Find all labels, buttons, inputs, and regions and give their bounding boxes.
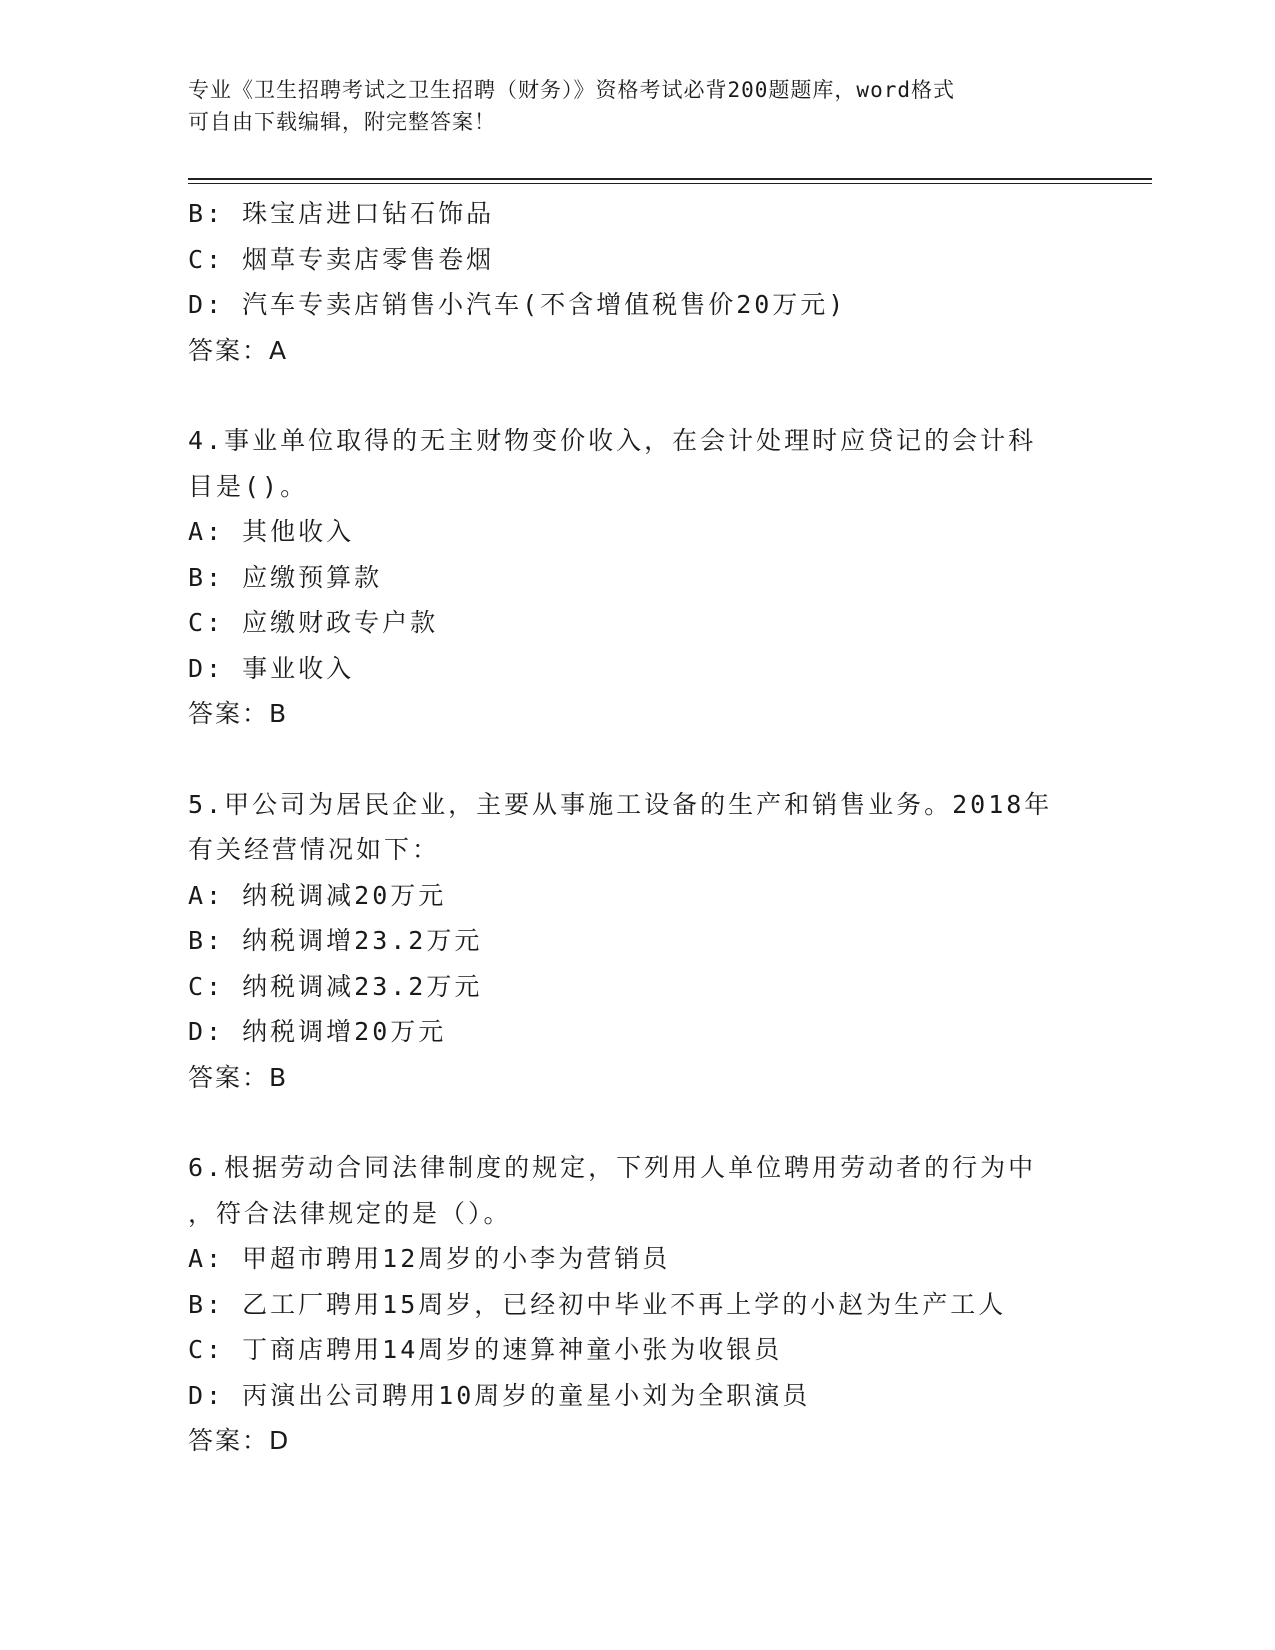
option-c: C: 丁商店聘用14周岁的速算神童小张为收银员 — [188, 1335, 783, 1364]
option-a: A: 其他收入 — [188, 517, 355, 546]
header-title-line-2: 可自由下载编辑，附完整答案！ — [188, 110, 496, 134]
option-b: B: 乙工厂聘用15周岁，已经初中毕业不再上学的小赵为生产工人 — [188, 1289, 1007, 1319]
question-5 — [188, 782, 1088, 1101]
question-stem-line-2: 有关经营情况如下： — [188, 835, 441, 864]
header-divider-thin — [188, 183, 1152, 184]
option-d: D: 纳税调增20万元 — [188, 1017, 447, 1046]
answer-line: 答案：B — [188, 699, 289, 728]
question-stem-line-1: 4.事业单位取得的无主财物变价收入，在会计处理时应贷记的会计科 — [188, 426, 1037, 455]
option-c: C: 烟草专卖店零售卷烟 — [188, 244, 495, 274]
option-b: B: 珠宝店进口钻石饰品 — [188, 199, 495, 228]
option-d: D: 汽车专卖店销售小汽车(不含增值税售价20万元) — [188, 290, 847, 319]
question-stem-line-1: 6.根据劳动合同法律制度的规定，下列用人单位聘用劳动者的行为中 — [188, 1153, 1037, 1182]
spacer — [188, 737, 1088, 782]
option-c: C: 应缴财政专户款 — [188, 608, 439, 637]
document-body — [188, 191, 1088, 1464]
answer-line: 答案：D — [188, 1426, 291, 1455]
header-divider-thick — [188, 178, 1152, 180]
option-b: B: 应缴预算款 — [188, 562, 383, 592]
option-a: A: 纳税调减20万元 — [188, 880, 447, 910]
question-4 — [188, 418, 1088, 737]
question-3-fragment — [188, 191, 1088, 373]
document-header — [188, 74, 1088, 138]
question-stem-line-2: 目是()。 — [188, 471, 309, 501]
option-d: D: 事业收入 — [188, 653, 355, 683]
header-title-line-1: 专业《卫生招聘考试之卫生招聘（财务）》资格考试必背200题题库，word格式 — [188, 78, 955, 102]
spacer — [188, 1100, 1088, 1145]
option-d: D: 丙演出公司聘用10周岁的童星小刘为全职演员 — [188, 1380, 811, 1410]
option-c: C: 纳税调减23.2万元 — [188, 971, 483, 1001]
question-stem-line-1: 5.甲公司为居民企业，主要从事施工设备的生产和销售业务。2018年 — [188, 789, 1053, 819]
question-stem-line-2: ，符合法律规定的是（）。 — [188, 1198, 512, 1228]
question-6 — [188, 1145, 1088, 1464]
answer-line: 答案：B — [188, 1062, 289, 1092]
spacer — [188, 373, 1088, 418]
answer-line: 答案：A — [188, 335, 289, 365]
option-a: A: 甲超市聘用12周岁的小李为营销员 — [188, 1244, 671, 1273]
option-b: B: 纳税调增23.2万元 — [188, 926, 483, 955]
